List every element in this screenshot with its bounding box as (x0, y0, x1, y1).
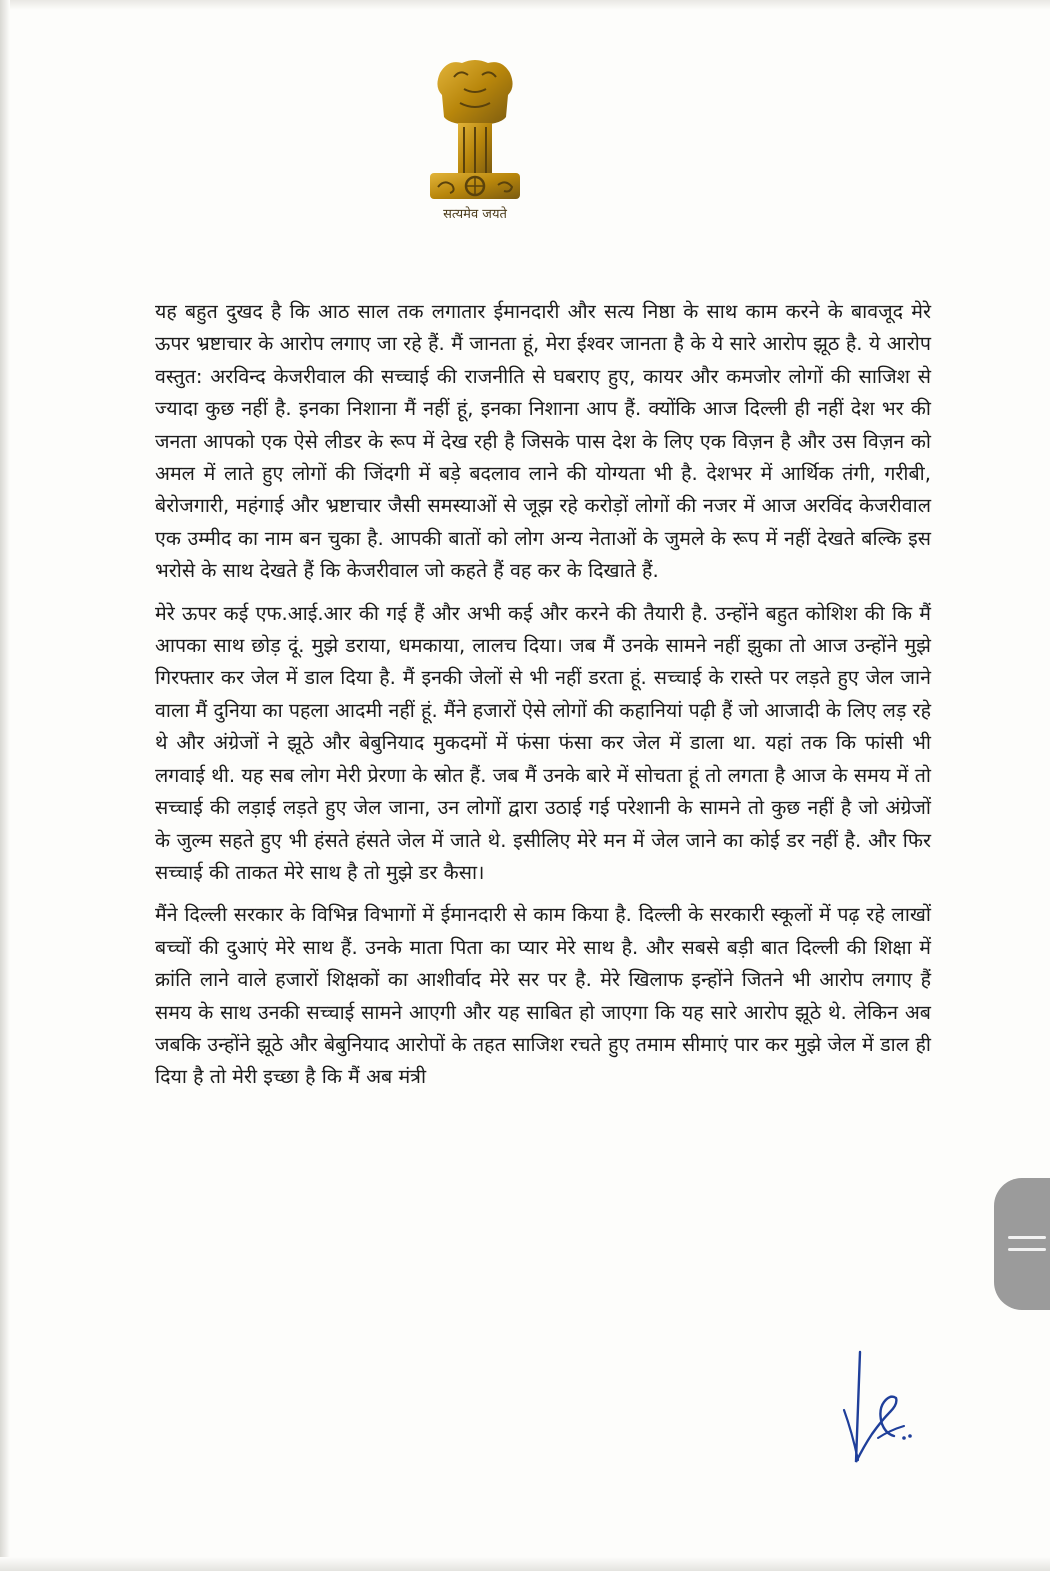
side-drawer-handle[interactable] (994, 1178, 1050, 1310)
page-left-edge (0, 0, 10, 1571)
page-top-edge (0, 0, 1050, 10)
page-bottom-edge (0, 1557, 1050, 1571)
letter-paragraph: यह बहुत दुखद है कि आठ साल तक लगातार ईमानदारी और सत्य निष्ठा के साथ काम करने के बावजूद मेरे ऊपर भ्रष्टाचार के आरोप लगाए जा रहे हैं. मैं जानता हूं, मेरा ईश्वर जानता है के ये सारे आरोप झूठ है. ये आरोप वस्तुत: अरविन्द केजरीवाल की सच्चाई की राजनीति से घबराए हुए, कायर और कमजोर लोगों की साजिश से ज्यादा कुछ नहीं है. इनका निशाना मैं नहीं हूं, इनका निशाना आप हैं. क्योंकि आज दिल्ली ही नहीं देश भर की जनता आपको एक ऐसे लीडर के रूप में देख रही है जिसके पास देश के लिए एक विज़न है और उस विज़न को अमल में लाते हुए लोगों की जिंदगी में बड़े बदलाव लाने की योग्यता भी है. देशभर में आर्थिक तंगी, गरीबी, बेरोजगारी, महंगाई और भ्रष्टाचार जैसी समस्याओं से जूझ रहे करोड़ों लोगों की नजर में आज अरविंद केजरीवाल एक उम्मीद का नाम बन चुका है. आपकी बातों को लोग अन्य नेताओं के जुमले के रूप में नहीं देखते बल्कि इस भरोसे के साथ देखते हैं कि केजरीवाल जो कहते हैं वह कर के दिखाते हैं. (155, 300, 931, 583)
letter-body (155, 296, 931, 1104)
letter-paragraph: मेरे ऊपर कई एफ.आई.आर की गई हैं और अभी कई और करने की तैयारी है. उन्होंने बहुत कोशिश की कि मैं आपका साथ छोड़ दूं. मुझे डराया, धमकाया, लालच दिया। जब मैं उनके सामने नहीं झुका तो आज उन्होंने मुझे गिरफ्तार कर जेल में डाल दिया है. मैं इनकी जेलों से भी नहीं डरता हूं. सच्चाई के रास्ते पर लड़ते हुए जेल जाने वाला मैं दुनिया का पहला आदमी नहीं हूं. मैंने हजारों ऐसे लोगों की कहानियां पढ़ी हैं जो आजादी के लिए लड़ रहे थे और अंग्रेजों ने झूठे और बेबुनियाद मुकदमों में फंसा फंसा कर जेल में डाला था. यहां तक कि फांसी भी लगवाई थी. यह सब लोग मेरी प्रेरणा के स्रोत हैं. जब मैं उनके बारे में सोचता हूं तो लगता है आज के समय में तो सच्चाई की लड़ाई लड़ते हुए जेल जाना, उन लोगों द्वारा उठाई गई परेशानी के सामने तो कुछ नहीं है जो अंग्रेजों के जुल्म सहते हुए भी हंसते हंसते जेल में जाते थे. इसीलिए मेरे मन में जेल जाने का कोई डर नहीं है. और फिर सच्चाई की ताकत मेरे साथ है तो मुझे डर कैसा। (155, 601, 931, 884)
handwritten-signature-icon (838, 1342, 918, 1474)
national-emblem-icon (420, 55, 530, 205)
letter-paragraph: मैंने दिल्ली सरकार के विभिन्न विभागों में ईमानदारी से काम किया है. दिल्ली के सरकारी स्कूलों में पढ़ रहे लाखों बच्चों की दुआएं मेरे साथ हैं. उनके माता पिता का प्यार मेरे साथ है. और सबसे बड़ी बात दिल्ली की शिक्षा में क्रांति लाने वाले हजारों शिक्षकों का आशीर्वाद मेरे सर पर है. मेरे खिलाफ इन्होंने जितने भी आरोप लगाए हैं समय के साथ उनकी सच्चाई सामने आएगी और यह साबित हो जाएगा कि यह सारे आरोप झूठे थे. लेकिन अब जबकि उन्होंने झूठे और बेबुनियाद आरोपों के तहत साजिश रचते हुए तमाम सीमाएं पार कर मुझे जेल में डाल ही दिया है तो मेरी इच्छा है कि मैं अब मंत्री (155, 903, 931, 1089)
emblem-motto: सत्यमेव जयते (443, 207, 507, 222)
